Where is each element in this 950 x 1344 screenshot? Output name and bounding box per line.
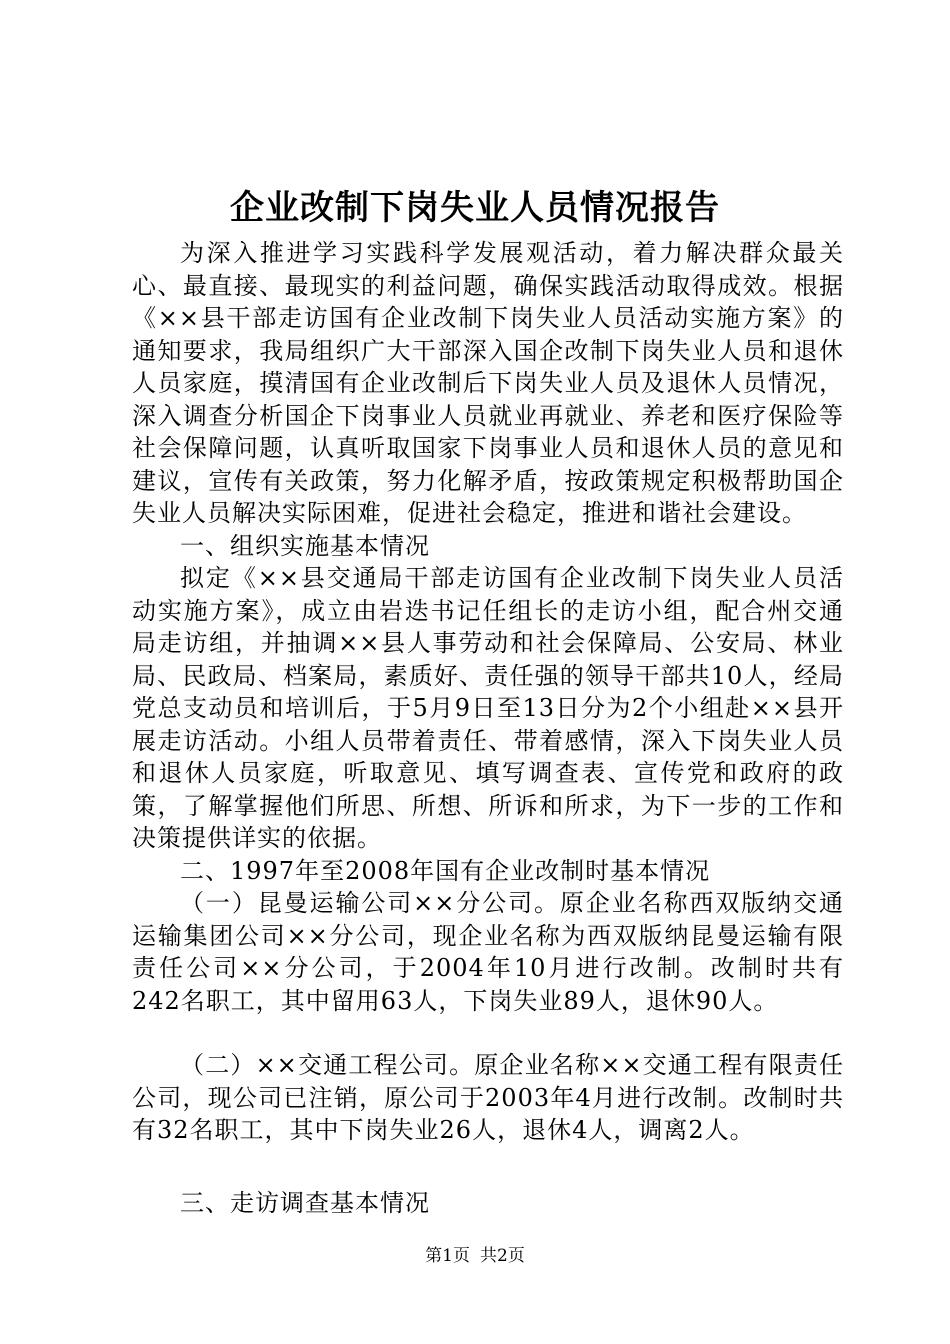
- page-footer: [0, 1244, 950, 1268]
- page-number: 第1页: [425, 1246, 470, 1266]
- section-heading-1: 一、组织实施基本情况: [180, 531, 430, 560]
- document-title: 企业改制下岗失业人员情况报告: [230, 188, 720, 228]
- subsection-1-paragraph: （一）昆曼运输公司××分公司。原企业名称西双版纳交通运输集团公司××分公司，现企业名称为西双版纳昆曼运输有限责任公司××分公司，于2004年10月进行改制。改制时共有242名职工，其中留用63人，下岗失业89人，退休90人。: [132, 889, 844, 1015]
- section-heading-3: 三、走访调查基本情况: [180, 1188, 430, 1217]
- document-body: [132, 237, 844, 1219]
- section-1-paragraph: 拟定《××县交通局干部走访国有企业改制下岗失业人员活动实施方案》，成立由岩迭书记任组长的走访小组，配合州交通局走访组，并抽调××县人事劳动和社会保障局、公安局、林业局、民政局、档案局，素质好、责任强的领导干部共10人，经局党总支动员和培训后，于5月9日至13日分为2个小组赴××县开展走访活动。小组人员带着责任、带着感情，深入下岗失业人员和退休人员家庭，听取意见、填写调查表、宣传党和政府的政策，了解掌握他们所思、所想、所诉和所求，为下一步的工作和决策提供详实的依据。: [132, 564, 844, 852]
- section-heading-2: 二、1997年至2008年国有企业改制时基本情况: [180, 856, 711, 885]
- page-total: 共2页: [480, 1246, 525, 1266]
- subsection-2-paragraph: （二）××交通工程公司。原企业名称××交通工程有限责任公司，现公司已注销，原公司于2003年4月进行改制。改制时共有32名职工，其中下岗失业26人，退休4人，调离2人。: [132, 1051, 844, 1144]
- intro-paragraph: 为深入推进学习实践科学发展观活动，着力解决群众最关心、最直接、最现实的利益问题，确保实践活动取得成效。根据《××县干部走访国有企业改制下岗失业人员活动实施方案》的通知要求，我局组织广大干部深入国企改制下岗失业人员和退休人员家庭，摸清国有企业改制后下岗失业人员及退休人员情况，深入调查分析国企下岗事业人员就业再就业、养老和医疗保险等社会保障问题，认真听取国家下岗事业人员和退休人员的意见和建议，宣传有关政策，努力化解矛盾，按政策规定积极帮助国企失业人员解决实际困难，促进社会稳定，推进和谐社会建设。: [132, 239, 844, 527]
